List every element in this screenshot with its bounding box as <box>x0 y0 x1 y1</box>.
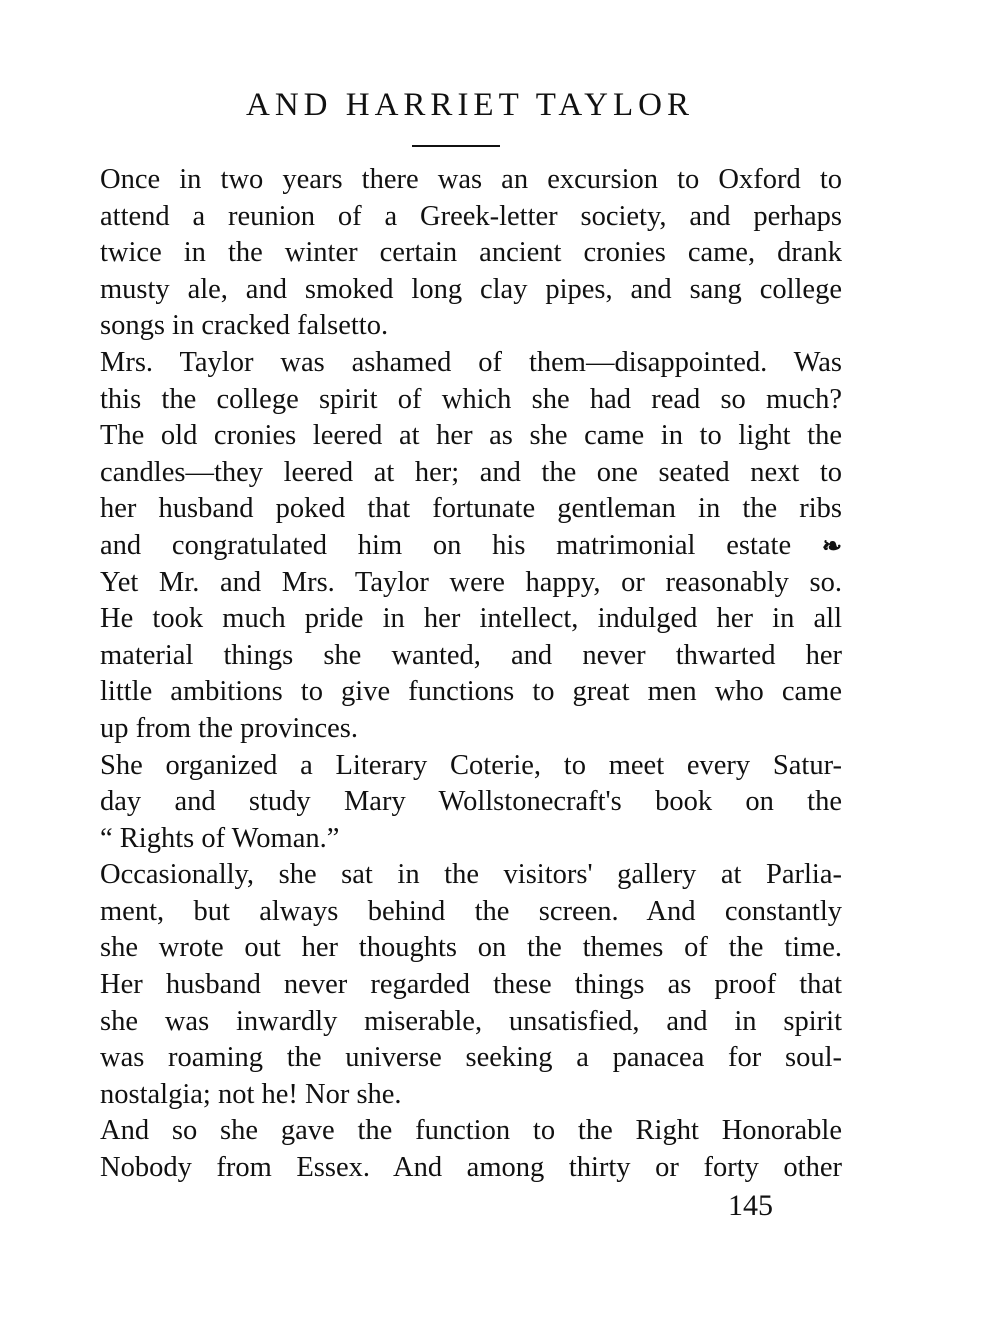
text-line: up from the provinces. <box>100 712 359 744</box>
text-line: Occasionally, she sat in the visitors' gallery at Parlia- <box>100 859 842 891</box>
text-line: material things she wanted, and never thwarted her <box>100 639 842 671</box>
text-line: attend a reunion of a Greek-letter society, and perhaps <box>100 200 842 232</box>
page-number: 145 <box>728 1189 773 1222</box>
text-line: musty ale, and smoked long clay pipes, and sang college <box>100 273 842 305</box>
text-line: Once in two years there was an excursion to Oxford to <box>100 164 842 195</box>
text-line-with-ornament <box>100 528 842 565</box>
ornament-icon: ❧ <box>821 533 843 560</box>
text-line: she wrote out her thoughts on the themes of the time. <box>100 932 842 964</box>
text-line: Mrs. Taylor was ashamed of them—disappointed. Was <box>100 346 842 378</box>
text-line: candles—they leered at her; and the one seated next to <box>100 456 842 488</box>
running-head: AND HARRIET TAYLOR <box>246 87 694 123</box>
text-line: And so she gave the function to the Right Honorable <box>100 1115 842 1147</box>
text-line: day and study Mary Wollstonecraft's book on the <box>100 786 842 818</box>
text-line: nostalgia; not he! Nor she. <box>100 1078 402 1110</box>
head-rule <box>412 145 500 147</box>
body-text <box>100 162 842 1187</box>
text-line: was roaming the universe seeking a panacea for soul- <box>100 1042 842 1074</box>
text-line: little ambitions to give functions to great men who came <box>100 676 842 708</box>
text-line: twice in the winter certain ancient cronies came, drank <box>100 237 842 269</box>
text-line: songs in cracked falsetto. <box>100 310 389 342</box>
text-line: “ Rights of Woman.” <box>100 822 340 854</box>
text-line: Nobody from Essex. And among thirty or forty other <box>100 1152 842 1184</box>
text-line: and congratulated him on his matrimonial estate <box>100 529 792 561</box>
text-line: she was inwardly miserable, unsatisfied, and in spirit <box>100 1005 842 1037</box>
text-line: Her husband never regarded these things as proof that <box>100 969 842 1001</box>
text-line: ment, but always behind the screen. And constantly <box>100 895 842 927</box>
text-line: this the college spirit of which she had read so much? <box>100 383 842 415</box>
text-line: She organized a Literary Coterie, to meet every Satur- <box>100 749 842 781</box>
text-line: Yet Mr. and Mrs. Taylor were happy, or reasonably so. <box>100 566 842 598</box>
text-line: her husband poked that fortunate gentleman in the ribs <box>100 493 842 525</box>
text-line: He took much pride in her intellect, indulged her in all <box>100 603 842 635</box>
text-line: The old cronies leered at her as she came in to light the <box>100 420 842 452</box>
